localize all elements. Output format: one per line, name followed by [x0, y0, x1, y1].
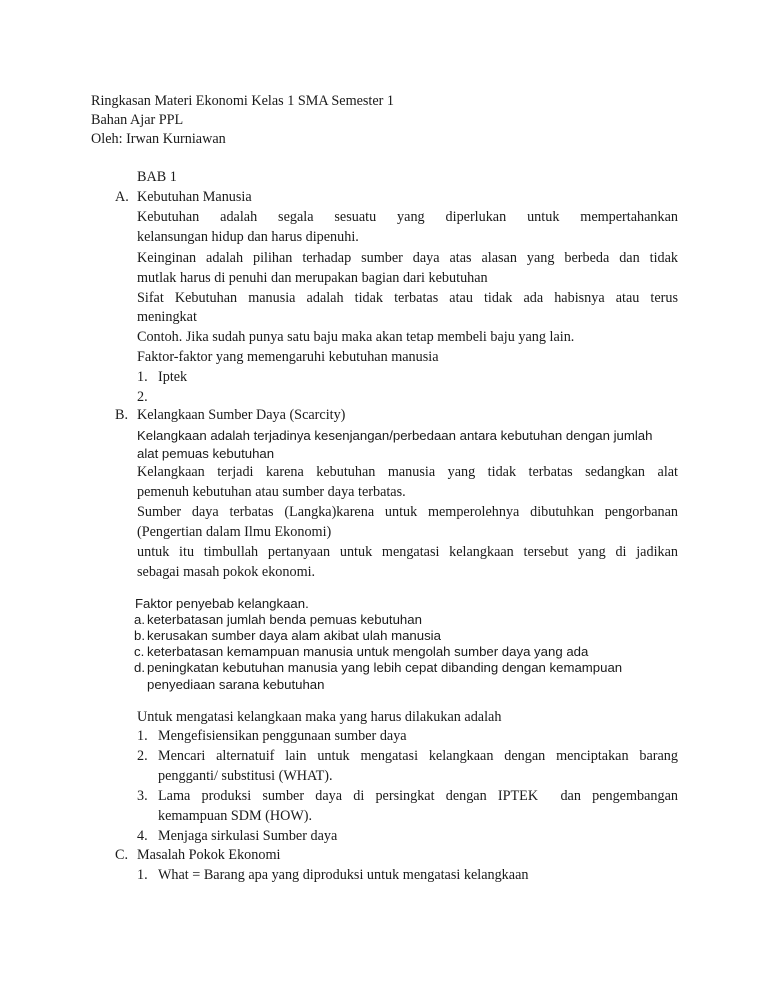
section-b-paragraph: alat pemuas kebutuhan: [137, 446, 275, 461]
section-b-title: Kelangkaan Sumber Daya (Scarcity): [137, 407, 346, 423]
document-title: Ringkasan Materi Ekonomi Kelas 1 SMA Semester 1: [91, 93, 395, 109]
factor-item: keterbatasan kemampuan manusia untuk mengolah sumber daya yang ada: [147, 644, 589, 659]
section-a-paragraph: kelansungan hidup dan harus dipenuhi.: [137, 229, 359, 245]
solution-item: Mencari alternatuif lain untuk mengatasi kelangkaan dengan menciptakan barang: [158, 748, 678, 764]
section-b-paragraph: (Pengertian dalam Ilmu Ekonomi): [137, 524, 332, 540]
list-item: What = Barang apa yang diproduksi untuk mengatasi kelangkaan: [158, 867, 529, 883]
list-item-number: 1.: [137, 369, 148, 385]
section-a-paragraph: Keinginan adalah pilihan terhadap sumber daya atas alasan yang berbeda dan tidak: [137, 250, 678, 266]
solution-item: Lama produksi sumber daya di persingkat dengan IPTEK dan pengembangan: [158, 788, 678, 804]
factor-letter: b.: [134, 628, 145, 643]
solution-item: kemampuan SDM (HOW).: [158, 808, 313, 824]
list-item-number: 2.: [137, 389, 148, 405]
section-a-paragraph: Sifat Kebutuhan manusia adalah tidak terbatas atau tidak ada habisnya atau terus: [137, 290, 678, 306]
factor-item-continuation: penyediaan sarana kebutuhan: [147, 677, 325, 692]
solution-item: pengganti/ substitusi (WHAT).: [158, 768, 333, 784]
solution-item: Menjaga sirkulasi Sumber daya: [158, 828, 338, 844]
solution-item: Mengefisiensikan penggunaan sumber daya: [158, 728, 407, 744]
section-a-title: Kebutuhan Manusia: [137, 189, 252, 205]
solution-number: 3.: [137, 788, 148, 804]
list-item: Iptek: [158, 369, 188, 385]
section-a-paragraph: meningkat: [137, 309, 197, 325]
solution-number: 1.: [137, 728, 148, 744]
section-a-marker: A.: [115, 189, 129, 205]
factor-letter: a.: [134, 612, 145, 627]
section-a-paragraph: mutlak harus di penuhi dan merupakan bagian dari kebutuhan: [137, 270, 488, 286]
section-b-paragraph: untuk itu timbullah pertanyaan untuk mengatasi kelangkaan tersebut yang di jadikan: [137, 544, 678, 560]
section-b-paragraph: Kelangkaan terjadi karena kebutuhan manusia yang tidak terbatas sedangkan alat: [137, 464, 678, 480]
solution-number: 4.: [137, 828, 148, 844]
section-c-title: Masalah Pokok Ekonomi: [137, 847, 281, 863]
section-c-marker: C.: [115, 847, 129, 863]
section-a-paragraph: Contoh. Jika sudah punya satu baju maka akan tetap membeli baju yang lain.: [137, 329, 575, 345]
section-b-paragraph: Sumber daya terbatas (Langka)karena untuk memperolehnya dibutuhkan pengorbanan: [137, 504, 678, 520]
factor-item: keterbatasan jumlah benda pemuas kebutuhan: [147, 612, 422, 627]
section-b-paragraph: sebagai masah pokok ekonomi.: [137, 564, 316, 580]
document-subtitle: Bahan Ajar PPL: [91, 112, 184, 128]
solution-number: 2.: [137, 748, 148, 764]
list-item-number: 1.: [137, 867, 148, 883]
factor-letter: d.: [134, 660, 145, 675]
solutions-intro: Untuk mengatasi kelangkaan maka yang harus dilakukan adalah: [137, 709, 502, 725]
chapter-heading: BAB 1: [137, 169, 177, 185]
factors-heading: Faktor penyebab kelangkaan.: [135, 596, 309, 611]
factor-item: kerusakan sumber daya alam akibat ulah manusia: [147, 628, 441, 643]
factor-letter: c.: [134, 644, 145, 659]
factor-item: peningkatan kebutuhan manusia yang lebih cepat dibanding dengan kemampuan: [147, 660, 623, 675]
section-b-paragraph: pemenuh kebutuhan atau sumber daya terbatas.: [137, 484, 406, 500]
section-b-paragraph: Kelangkaan adalah terjadinya kesenjangan/perbedaan antara kebutuhan dengan jumlah: [137, 428, 653, 443]
section-b-marker: B.: [115, 407, 129, 423]
document-author: Oleh: Irwan Kurniawan: [91, 131, 226, 147]
section-a-paragraph: Faktor-faktor yang memengaruhi kebutuhan manusia: [137, 349, 439, 365]
section-a-paragraph: Kebutuhan adalah segala sesuatu yang diperlukan untuk mempertahankan: [137, 209, 678, 225]
